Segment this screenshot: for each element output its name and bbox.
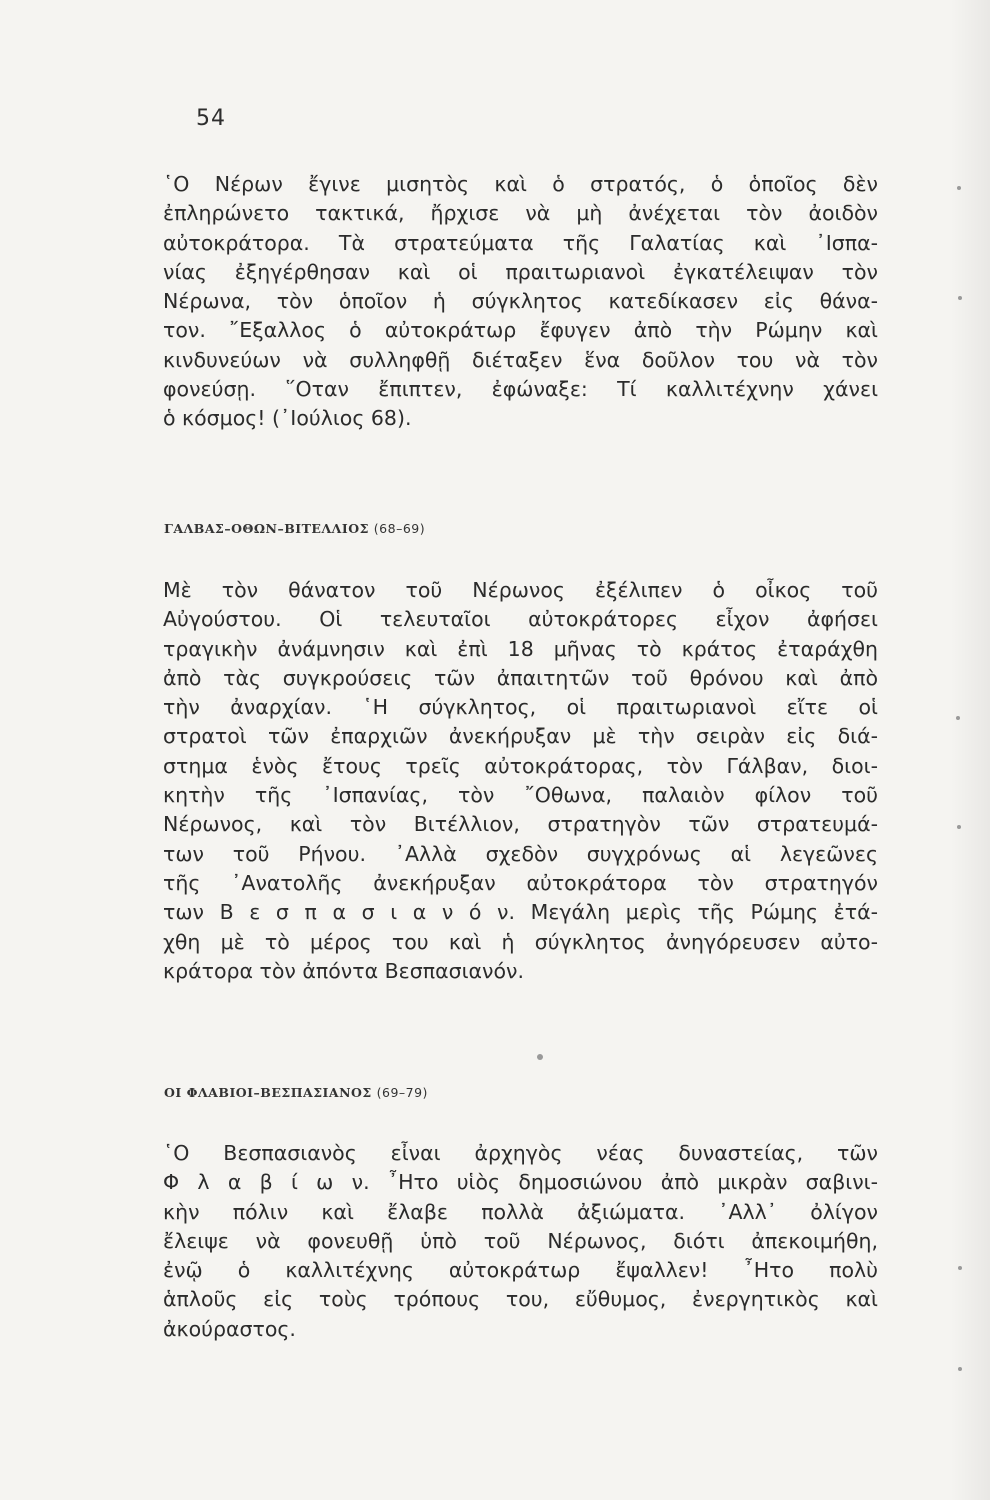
text-line: τον. ῎Εξαλλος ὁ αὐτοκράτωρ ἔφυγεν ἀπὸ τὴν Ρώμην καὶ bbox=[163, 318, 878, 343]
text-line: ῾Ο Βεσπασιανὸς εἶναι ἀρχηγὸς νέας δυναστείας, τῶν bbox=[163, 1141, 878, 1165]
page-edge-shadow bbox=[950, 0, 990, 1500]
text-line: κινδυνεύων νὰ συλληφθῇ διέταξεν ἕνα δοῦλον του νὰ τὸν bbox=[163, 347, 878, 372]
paragraph-vespasian bbox=[163, 1139, 878, 1344]
heading-title: ΟΙ ΦΛΑΒΙΟΙ–ΒΕΣΠΑΣΙΑΝΟΣ bbox=[164, 1085, 372, 1100]
text-line: των Β ε σ π α σ ι α ν ό ν. Μεγάλη μερὶς τῆς Ρώμης ἐτά- bbox=[163, 900, 878, 925]
paragraph-nero bbox=[163, 170, 878, 434]
text-line: ἔλειψε νὰ φονευθῇ ὑπὸ τοῦ Νέρωνος, διότι ἀπεκοιμήθη, bbox=[163, 1228, 878, 1253]
text-line: κράτορα τὸν ἀπόντα Βεσπασιανόν. bbox=[163, 958, 525, 983]
section-heading-galba-otho-vitellius bbox=[164, 521, 425, 536]
scan-speck bbox=[958, 296, 962, 300]
text-line: κὴν πόλιν καὶ ἔλαβε πολλὰ ἀξιώματα. ᾿Αλλ᾿ ὀλίγον bbox=[163, 1199, 878, 1224]
text-line: ἐπληρώνετο τακτικά, ἤρχισε νὰ μὴ ἀνέχεται τὸν ἀοιδὸν bbox=[163, 201, 878, 226]
text-line: των τοῦ Ρήνου. ᾿Αλλὰ σχεδὸν συγχρόνως αἱ λεγεῶνες bbox=[163, 841, 878, 866]
text-line: Νέρωνος, καὶ τὸν Βιτέλλιον, στρατηγὸν τῶν στρατευμά- bbox=[163, 812, 878, 837]
scan-speck bbox=[537, 1054, 543, 1060]
heading-years: (68–69) bbox=[373, 521, 426, 536]
text-line: ἀκούραστος. bbox=[163, 1316, 296, 1341]
text-line: αὐτοκράτορα. Τὰ στρατεύματα τῆς Γαλατίας καὶ ᾿Ισπα- bbox=[163, 230, 878, 255]
heading-years: (69–79) bbox=[376, 1085, 428, 1100]
page-number: 54 bbox=[196, 106, 226, 131]
text-line: φονεύσῃ. ῞Οταν ἔπιπτεν, ἐφώναξε: Τί καλλιτέχνην χάνει bbox=[163, 377, 878, 402]
text-line: τὴν ἀναρχίαν. ῾Η σύγκλητος, οἱ πραιτωριανοὶ εἴτε οἱ bbox=[163, 695, 878, 720]
text-line: ὁ κόσμος! (᾿Ιούλιος 68). bbox=[163, 406, 412, 431]
text-line: τραγικὴν ἀνάμνησιν καὶ ἐπὶ 18 μῆνας τὸ κράτος ἐταράχθη bbox=[163, 636, 878, 661]
text-line: Φ λ α β ί ω ν. ῏Ητο υἱὸς δημοσιώνου ἀπὸ μικρὰν σαβινι- bbox=[163, 1170, 878, 1195]
text-line: ῾Ο Νέρων ἔγινε μισητὸς καὶ ὁ στρατός, ὁ ὁποῖος δὲν bbox=[163, 172, 878, 196]
scan-speck bbox=[958, 1367, 962, 1371]
section-heading-flavians-vespasian bbox=[164, 1085, 428, 1100]
paragraph-succession bbox=[163, 576, 878, 986]
scan-speck bbox=[958, 1266, 962, 1270]
text-line: κητὴν τῆς ᾿Ισπανίας, τὸν ῎Οθωνα, παλαιὸν φίλον τοῦ bbox=[163, 783, 878, 808]
text-line: χθη μὲ τὸ μέρος του καὶ ἡ σύγκλητος ἀνηγόρευσεν αὐτο- bbox=[163, 929, 878, 954]
text-line: Νέρωνα, τὸν ὁποῖον ἡ σύγκλητος κατεδίκασεν εἰς θάνα- bbox=[163, 289, 878, 314]
text-line: νίας ἐξηγέρθησαν καὶ οἱ πραιτωριανοὶ ἐγκατέλειψαν τὸν bbox=[163, 259, 878, 284]
scan-speck bbox=[956, 716, 960, 720]
text-line: ἁπλοῦς εἰς τοὺς τρόπους του, εὔθυμος, ἐνεργητικὸς καὶ bbox=[163, 1287, 878, 1312]
text-line: τῆς ᾿Ανατολῆς ἀνεκήρυξαν αὐτοκράτορα τὸν στρατηγόν bbox=[163, 870, 878, 895]
text-line: στημα ἑνὸς ἔτους τρεῖς αὐτοκράτορας, τὸν Γάλβαν, διοι- bbox=[163, 753, 878, 778]
text-line: ἀπὸ τὰς συγκρούσεις τῶν ἀπαιτητῶν τοῦ θρόνου καὶ ἀπὸ bbox=[163, 665, 878, 690]
text-line: Μὲ τὸν θάνατον τοῦ Νέρωνος ἐξέλιπεν ὁ οἶκος τοῦ bbox=[163, 578, 878, 602]
text-line: Αὐγούστου. Οἱ τελευταῖοι αὐτοκράτορες εἶχον ἀφήσει bbox=[163, 607, 878, 632]
scan-speck bbox=[957, 186, 961, 190]
text-line: στρατοὶ τῶν ἐπαρχιῶν ἀνεκήρυξαν μὲ τὴν σειρὰν εἰς διά- bbox=[163, 724, 878, 749]
scan-speck bbox=[957, 825, 961, 829]
heading-title: ΓΑΛΒΑΣ–ΟΘΩΝ–ΒΙΤΕΛΛΙΟΣ bbox=[164, 521, 369, 536]
text-line: ἐνῷ ὁ καλλιτέχνης αὐτοκράτωρ ἔψαλλεν! ῏Ητο πολὺ bbox=[163, 1258, 878, 1283]
